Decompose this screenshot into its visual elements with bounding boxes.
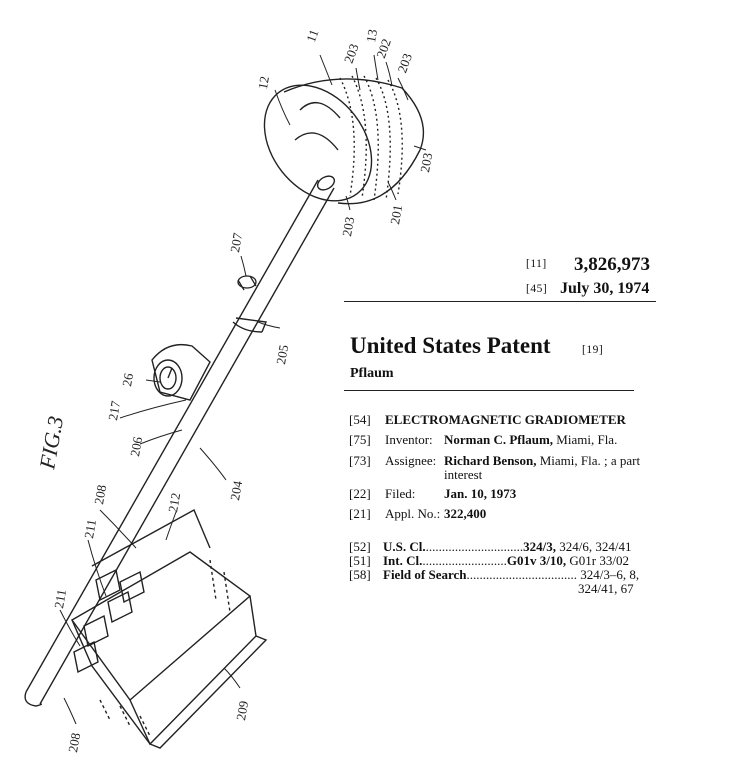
ref-label: 203	[339, 215, 358, 238]
patent-number: 3,826,973	[574, 254, 650, 275]
ref-label: 11	[303, 27, 322, 45]
meter-26	[152, 345, 210, 400]
ref-label: 207	[227, 231, 246, 254]
ref-label: 205	[273, 343, 292, 366]
title-rule	[344, 390, 634, 391]
ref-label: 202	[373, 36, 394, 61]
patent-title: United States Patent	[350, 333, 551, 358]
ref-label: 26	[119, 372, 137, 388]
patent-date: July 30, 1974	[560, 280, 650, 297]
ref-label: 203	[340, 41, 362, 66]
figure-label: FIG.3	[34, 414, 69, 471]
ref-label: 217	[105, 399, 124, 422]
patent-number-code: [11]	[526, 258, 547, 270]
ref-label: 201	[387, 203, 406, 226]
ref-label: 206	[127, 435, 146, 458]
header-rule	[344, 301, 656, 302]
title-code: [19]	[582, 344, 604, 356]
ref-label: 211	[51, 588, 70, 610]
author-name: Pflaum	[350, 366, 394, 381]
date-code: [45]	[526, 283, 548, 295]
ref-label: 208	[91, 483, 110, 506]
ref-label: 203	[394, 51, 416, 75]
ref-label: 212	[165, 491, 184, 514]
handle-shaft	[25, 173, 337, 706]
ref-label: 204	[227, 479, 246, 502]
ref-label: 13	[363, 28, 381, 44]
ref-label: 208	[65, 731, 84, 754]
small-knob-207	[238, 276, 256, 290]
ref-label: 12	[254, 75, 272, 91]
ref-label: 209	[233, 699, 252, 722]
ref-label: 211	[81, 518, 100, 540]
ref-label: 203	[417, 151, 436, 174]
